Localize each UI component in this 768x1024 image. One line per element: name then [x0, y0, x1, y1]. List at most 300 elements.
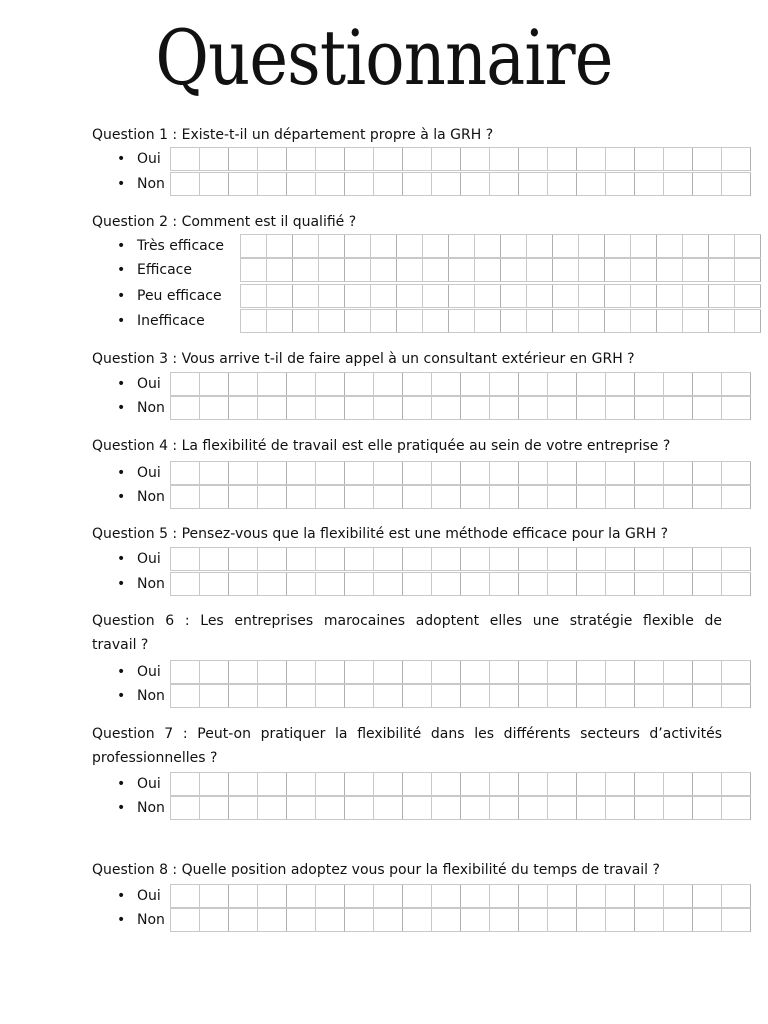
answer-cell[interactable]: [577, 773, 606, 796]
answer-cell[interactable]: [258, 573, 287, 596]
answer-cell[interactable]: [657, 235, 683, 258]
answer-cell[interactable]: [258, 773, 287, 796]
answer-cell[interactable]: [577, 661, 606, 684]
answer-cell[interactable]: [258, 661, 287, 684]
answer-cell[interactable]: [461, 486, 490, 509]
answer-cell[interactable]: [316, 173, 345, 196]
answer-cell[interactable]: [722, 373, 751, 396]
answer-cell[interactable]: [548, 373, 577, 396]
answer-cell[interactable]: [606, 773, 635, 796]
answer-cell[interactable]: [316, 486, 345, 509]
answer-cell[interactable]: [200, 548, 229, 571]
answer-cell[interactable]: [345, 373, 374, 396]
answer-cell[interactable]: [345, 573, 374, 596]
answer-cell[interactable]: [461, 148, 490, 171]
answer-cell[interactable]: [577, 486, 606, 509]
answer-cell[interactable]: [171, 397, 200, 420]
answer-cell[interactable]: [319, 235, 345, 258]
answer-cell[interactable]: [693, 548, 722, 571]
answer-cell[interactable]: [258, 885, 287, 908]
answer-cell[interactable]: [606, 462, 635, 485]
answer-cell[interactable]: [293, 259, 319, 282]
answer-cell[interactable]: [287, 373, 316, 396]
answer-cell[interactable]: [316, 661, 345, 684]
answer-cell[interactable]: [374, 173, 403, 196]
answer-cell[interactable]: [693, 797, 722, 820]
answer-cell[interactable]: [229, 373, 258, 396]
answer-cell[interactable]: [319, 310, 345, 333]
answer-cell[interactable]: [345, 661, 374, 684]
answer-cell[interactable]: [432, 909, 461, 932]
answer-cell[interactable]: [606, 397, 635, 420]
answer-cell[interactable]: [519, 486, 548, 509]
answer-cell[interactable]: [683, 310, 709, 333]
answer-cell[interactable]: [683, 259, 709, 282]
answer-cell[interactable]: [475, 310, 501, 333]
answer-cell[interactable]: [722, 773, 751, 796]
answer-cell[interactable]: [374, 773, 403, 796]
answer-cell[interactable]: [635, 909, 664, 932]
answer-cell[interactable]: [548, 797, 577, 820]
answer-cell[interactable]: [403, 486, 432, 509]
answer-cell[interactable]: [200, 486, 229, 509]
answer-cell[interactable]: [200, 661, 229, 684]
answer-cell[interactable]: [258, 797, 287, 820]
answer-cell[interactable]: [490, 885, 519, 908]
answer-grid[interactable]: [170, 147, 751, 171]
answer-cell[interactable]: [432, 397, 461, 420]
answer-cell[interactable]: [287, 397, 316, 420]
answer-cell[interactable]: [490, 909, 519, 932]
answer-cell[interactable]: [577, 909, 606, 932]
answer-cell[interactable]: [519, 661, 548, 684]
answer-cell[interactable]: [693, 909, 722, 932]
answer-cell[interactable]: [519, 373, 548, 396]
answer-cell[interactable]: [171, 573, 200, 596]
answer-cell[interactable]: [267, 235, 293, 258]
answer-cell[interactable]: [374, 685, 403, 708]
answer-cell[interactable]: [403, 462, 432, 485]
answer-cell[interactable]: [693, 685, 722, 708]
answer-cell[interactable]: [200, 685, 229, 708]
answer-cell[interactable]: [171, 148, 200, 171]
answer-cell[interactable]: [319, 285, 345, 308]
answer-cell[interactable]: [519, 773, 548, 796]
answer-cell[interactable]: [171, 462, 200, 485]
answer-cell[interactable]: [345, 310, 371, 333]
answer-cell[interactable]: [631, 259, 657, 282]
answer-cell[interactable]: [722, 148, 751, 171]
answer-cell[interactable]: [345, 259, 371, 282]
answer-cell[interactable]: [374, 909, 403, 932]
answer-cell[interactable]: [171, 797, 200, 820]
answer-cell[interactable]: [664, 486, 693, 509]
answer-cell[interactable]: [548, 462, 577, 485]
answer-cell[interactable]: [577, 148, 606, 171]
answer-cell[interactable]: [605, 310, 631, 333]
answer-cell[interactable]: [475, 285, 501, 308]
answer-cell[interactable]: [490, 462, 519, 485]
answer-cell[interactable]: [577, 173, 606, 196]
answer-cell[interactable]: [171, 173, 200, 196]
answer-grid[interactable]: [170, 547, 751, 571]
answer-cell[interactable]: [548, 573, 577, 596]
answer-cell[interactable]: [527, 310, 553, 333]
answer-cell[interactable]: [287, 548, 316, 571]
answer-cell[interactable]: [374, 397, 403, 420]
answer-cell[interactable]: [548, 685, 577, 708]
answer-cell[interactable]: [229, 797, 258, 820]
answer-cell[interactable]: [635, 885, 664, 908]
answer-cell[interactable]: [461, 462, 490, 485]
answer-cell[interactable]: [553, 235, 579, 258]
answer-cell[interactable]: [241, 310, 267, 333]
answer-cell[interactable]: [287, 661, 316, 684]
answer-grid[interactable]: [170, 772, 751, 796]
answer-cell[interactable]: [171, 885, 200, 908]
answer-cell[interactable]: [316, 773, 345, 796]
answer-grid[interactable]: [170, 461, 751, 485]
answer-cell[interactable]: [548, 661, 577, 684]
answer-grid[interactable]: [170, 396, 751, 420]
answer-cell[interactable]: [735, 259, 761, 282]
answer-cell[interactable]: [631, 285, 657, 308]
answer-cell[interactable]: [200, 462, 229, 485]
answer-cell[interactable]: [635, 797, 664, 820]
answer-cell[interactable]: [490, 373, 519, 396]
answer-cell[interactable]: [527, 235, 553, 258]
answer-cell[interactable]: [293, 285, 319, 308]
answer-cell[interactable]: [345, 173, 374, 196]
answer-cell[interactable]: [490, 797, 519, 820]
answer-cell[interactable]: [722, 885, 751, 908]
answer-cell[interactable]: [605, 259, 631, 282]
answer-grid[interactable]: [170, 372, 751, 396]
answer-cell[interactable]: [171, 548, 200, 571]
answer-grid[interactable]: [240, 309, 761, 333]
answer-cell[interactable]: [664, 685, 693, 708]
answer-cell[interactable]: [606, 909, 635, 932]
answer-cell[interactable]: [287, 173, 316, 196]
answer-cell[interactable]: [664, 909, 693, 932]
answer-cell[interactable]: [432, 486, 461, 509]
answer-cell[interactable]: [606, 548, 635, 571]
answer-cell[interactable]: [548, 397, 577, 420]
answer-cell[interactable]: [579, 235, 605, 258]
answer-cell[interactable]: [200, 797, 229, 820]
answer-cell[interactable]: [316, 797, 345, 820]
answer-cell[interactable]: [374, 573, 403, 596]
answer-cell[interactable]: [432, 885, 461, 908]
answer-cell[interactable]: [722, 661, 751, 684]
answer-cell[interactable]: [345, 462, 374, 485]
answer-cell[interactable]: [171, 486, 200, 509]
answer-cell[interactable]: [403, 173, 432, 196]
answer-cell[interactable]: [241, 285, 267, 308]
answer-cell[interactable]: [229, 685, 258, 708]
answer-cell[interactable]: [345, 797, 374, 820]
answer-cell[interactable]: [657, 310, 683, 333]
answer-cell[interactable]: [664, 661, 693, 684]
answer-cell[interactable]: [722, 173, 751, 196]
answer-cell[interactable]: [709, 285, 735, 308]
answer-cell[interactable]: [345, 235, 371, 258]
answer-cell[interactable]: [200, 173, 229, 196]
answer-cell[interactable]: [519, 885, 548, 908]
answer-cell[interactable]: [432, 573, 461, 596]
answer-cell[interactable]: [553, 285, 579, 308]
answer-cell[interactable]: [693, 573, 722, 596]
answer-cell[interactable]: [722, 548, 751, 571]
answer-cell[interactable]: [606, 885, 635, 908]
answer-cell[interactable]: [171, 661, 200, 684]
answer-cell[interactable]: [229, 148, 258, 171]
answer-cell[interactable]: [258, 373, 287, 396]
answer-cell[interactable]: [490, 661, 519, 684]
answer-cell[interactable]: [548, 148, 577, 171]
answer-cell[interactable]: [490, 148, 519, 171]
answer-cell[interactable]: [258, 148, 287, 171]
answer-cell[interactable]: [461, 885, 490, 908]
answer-cell[interactable]: [403, 661, 432, 684]
answer-cell[interactable]: [267, 310, 293, 333]
answer-cell[interactable]: [548, 773, 577, 796]
answer-cell[interactable]: [664, 397, 693, 420]
answer-cell[interactable]: [722, 685, 751, 708]
answer-cell[interactable]: [490, 548, 519, 571]
answer-cell[interactable]: [553, 310, 579, 333]
answer-cell[interactable]: [229, 573, 258, 596]
answer-cell[interactable]: [316, 373, 345, 396]
answer-cell[interactable]: [432, 797, 461, 820]
answer-cell[interactable]: [490, 773, 519, 796]
answer-cell[interactable]: [432, 373, 461, 396]
answer-cell[interactable]: [548, 173, 577, 196]
answer-cell[interactable]: [577, 397, 606, 420]
answer-cell[interactable]: [374, 661, 403, 684]
answer-cell[interactable]: [423, 310, 449, 333]
answer-cell[interactable]: [371, 285, 397, 308]
answer-cell[interactable]: [519, 462, 548, 485]
answer-cell[interactable]: [693, 885, 722, 908]
answer-cell[interactable]: [316, 909, 345, 932]
answer-cell[interactable]: [722, 909, 751, 932]
answer-cell[interactable]: [635, 773, 664, 796]
answer-cell[interactable]: [258, 548, 287, 571]
answer-cell[interactable]: [548, 486, 577, 509]
answer-cell[interactable]: [693, 661, 722, 684]
answer-cell[interactable]: [432, 462, 461, 485]
answer-cell[interactable]: [605, 235, 631, 258]
answer-cell[interactable]: [527, 259, 553, 282]
answer-cell[interactable]: [287, 573, 316, 596]
answer-cell[interactable]: [577, 573, 606, 596]
answer-cell[interactable]: [345, 909, 374, 932]
answer-cell[interactable]: [397, 235, 423, 258]
answer-cell[interactable]: [606, 486, 635, 509]
answer-cell[interactable]: [258, 909, 287, 932]
answer-cell[interactable]: [316, 548, 345, 571]
answer-cell[interactable]: [579, 310, 605, 333]
answer-cell[interactable]: [635, 173, 664, 196]
answer-cell[interactable]: [345, 397, 374, 420]
answer-cell[interactable]: [693, 173, 722, 196]
answer-grid[interactable]: [170, 796, 751, 820]
answer-cell[interactable]: [403, 148, 432, 171]
answer-cell[interactable]: [577, 685, 606, 708]
answer-cell[interactable]: [241, 259, 267, 282]
answer-cell[interactable]: [403, 373, 432, 396]
answer-cell[interactable]: [577, 373, 606, 396]
answer-cell[interactable]: [267, 259, 293, 282]
answer-cell[interactable]: [432, 685, 461, 708]
answer-cell[interactable]: [519, 797, 548, 820]
answer-cell[interactable]: [374, 548, 403, 571]
answer-cell[interactable]: [606, 148, 635, 171]
answer-grid[interactable]: [170, 485, 751, 509]
answer-cell[interactable]: [461, 173, 490, 196]
answer-cell[interactable]: [287, 462, 316, 485]
answer-cell[interactable]: [631, 235, 657, 258]
answer-cell[interactable]: [577, 462, 606, 485]
answer-cell[interactable]: [722, 486, 751, 509]
answer-cell[interactable]: [461, 909, 490, 932]
answer-cell[interactable]: [403, 773, 432, 796]
answer-cell[interactable]: [423, 285, 449, 308]
answer-cell[interactable]: [287, 685, 316, 708]
answer-cell[interactable]: [461, 397, 490, 420]
answer-grid[interactable]: [170, 572, 751, 596]
answer-cell[interactable]: [200, 909, 229, 932]
answer-cell[interactable]: [722, 397, 751, 420]
answer-cell[interactable]: [403, 909, 432, 932]
answer-cell[interactable]: [606, 685, 635, 708]
answer-cell[interactable]: [403, 397, 432, 420]
answer-cell[interactable]: [374, 486, 403, 509]
answer-cell[interactable]: [577, 885, 606, 908]
answer-cell[interactable]: [258, 397, 287, 420]
answer-cell[interactable]: [490, 173, 519, 196]
answer-cell[interactable]: [461, 773, 490, 796]
answer-cell[interactable]: [605, 285, 631, 308]
answer-cell[interactable]: [287, 773, 316, 796]
answer-cell[interactable]: [635, 397, 664, 420]
answer-cell[interactable]: [345, 486, 374, 509]
answer-cell[interactable]: [374, 797, 403, 820]
answer-cell[interactable]: [171, 909, 200, 932]
answer-cell[interactable]: [664, 462, 693, 485]
answer-cell[interactable]: [683, 285, 709, 308]
answer-cell[interactable]: [519, 148, 548, 171]
answer-cell[interactable]: [345, 285, 371, 308]
answer-cell[interactable]: [449, 235, 475, 258]
answer-cell[interactable]: [527, 285, 553, 308]
answer-cell[interactable]: [449, 259, 475, 282]
answer-cell[interactable]: [258, 486, 287, 509]
answer-cell[interactable]: [519, 573, 548, 596]
answer-cell[interactable]: [475, 259, 501, 282]
answer-cell[interactable]: [722, 462, 751, 485]
answer-cell[interactable]: [319, 259, 345, 282]
answer-cell[interactable]: [519, 548, 548, 571]
answer-cell[interactable]: [403, 548, 432, 571]
answer-cell[interactable]: [432, 148, 461, 171]
answer-cell[interactable]: [635, 685, 664, 708]
answer-cell[interactable]: [606, 661, 635, 684]
answer-cell[interactable]: [316, 462, 345, 485]
answer-cell[interactable]: [693, 486, 722, 509]
answer-cell[interactable]: [403, 573, 432, 596]
answer-cell[interactable]: [403, 797, 432, 820]
answer-cell[interactable]: [287, 885, 316, 908]
answer-cell[interactable]: [490, 486, 519, 509]
answer-grid[interactable]: [170, 908, 751, 932]
answer-cell[interactable]: [229, 661, 258, 684]
answer-cell[interactable]: [449, 310, 475, 333]
answer-cell[interactable]: [635, 148, 664, 171]
answer-cell[interactable]: [606, 797, 635, 820]
answer-cell[interactable]: [475, 235, 501, 258]
answer-cell[interactable]: [579, 259, 605, 282]
answer-cell[interactable]: [693, 773, 722, 796]
answer-cell[interactable]: [267, 285, 293, 308]
answer-cell[interactable]: [548, 909, 577, 932]
answer-cell[interactable]: [432, 548, 461, 571]
answer-cell[interactable]: [171, 373, 200, 396]
answer-cell[interactable]: [287, 909, 316, 932]
answer-cell[interactable]: [371, 310, 397, 333]
answer-cell[interactable]: [345, 548, 374, 571]
answer-cell[interactable]: [293, 235, 319, 258]
answer-cell[interactable]: [501, 259, 527, 282]
answer-cell[interactable]: [432, 173, 461, 196]
answer-cell[interactable]: [229, 462, 258, 485]
answer-cell[interactable]: [735, 285, 761, 308]
answer-cell[interactable]: [171, 773, 200, 796]
answer-cell[interactable]: [606, 573, 635, 596]
answer-cell[interactable]: [519, 685, 548, 708]
answer-cell[interactable]: [657, 285, 683, 308]
answer-cell[interactable]: [664, 373, 693, 396]
answer-cell[interactable]: [664, 573, 693, 596]
answer-cell[interactable]: [606, 373, 635, 396]
answer-cell[interactable]: [490, 573, 519, 596]
answer-cell[interactable]: [287, 797, 316, 820]
answer-cell[interactable]: [577, 797, 606, 820]
answer-cell[interactable]: [664, 885, 693, 908]
answer-cell[interactable]: [423, 259, 449, 282]
answer-cell[interactable]: [635, 573, 664, 596]
answer-cell[interactable]: [371, 235, 397, 258]
answer-cell[interactable]: [579, 285, 605, 308]
answer-cell[interactable]: [316, 148, 345, 171]
answer-cell[interactable]: [548, 548, 577, 571]
answer-cell[interactable]: [229, 548, 258, 571]
answer-cell[interactable]: [553, 259, 579, 282]
answer-cell[interactable]: [635, 373, 664, 396]
answer-cell[interactable]: [722, 797, 751, 820]
answer-grid[interactable]: [170, 660, 751, 684]
answer-cell[interactable]: [374, 148, 403, 171]
answer-cell[interactable]: [683, 235, 709, 258]
answer-cell[interactable]: [200, 773, 229, 796]
answer-cell[interactable]: [664, 773, 693, 796]
answer-cell[interactable]: [664, 148, 693, 171]
answer-cell[interactable]: [461, 548, 490, 571]
answer-grid[interactable]: [240, 234, 761, 258]
answer-cell[interactable]: [229, 486, 258, 509]
answer-cell[interactable]: [709, 235, 735, 258]
